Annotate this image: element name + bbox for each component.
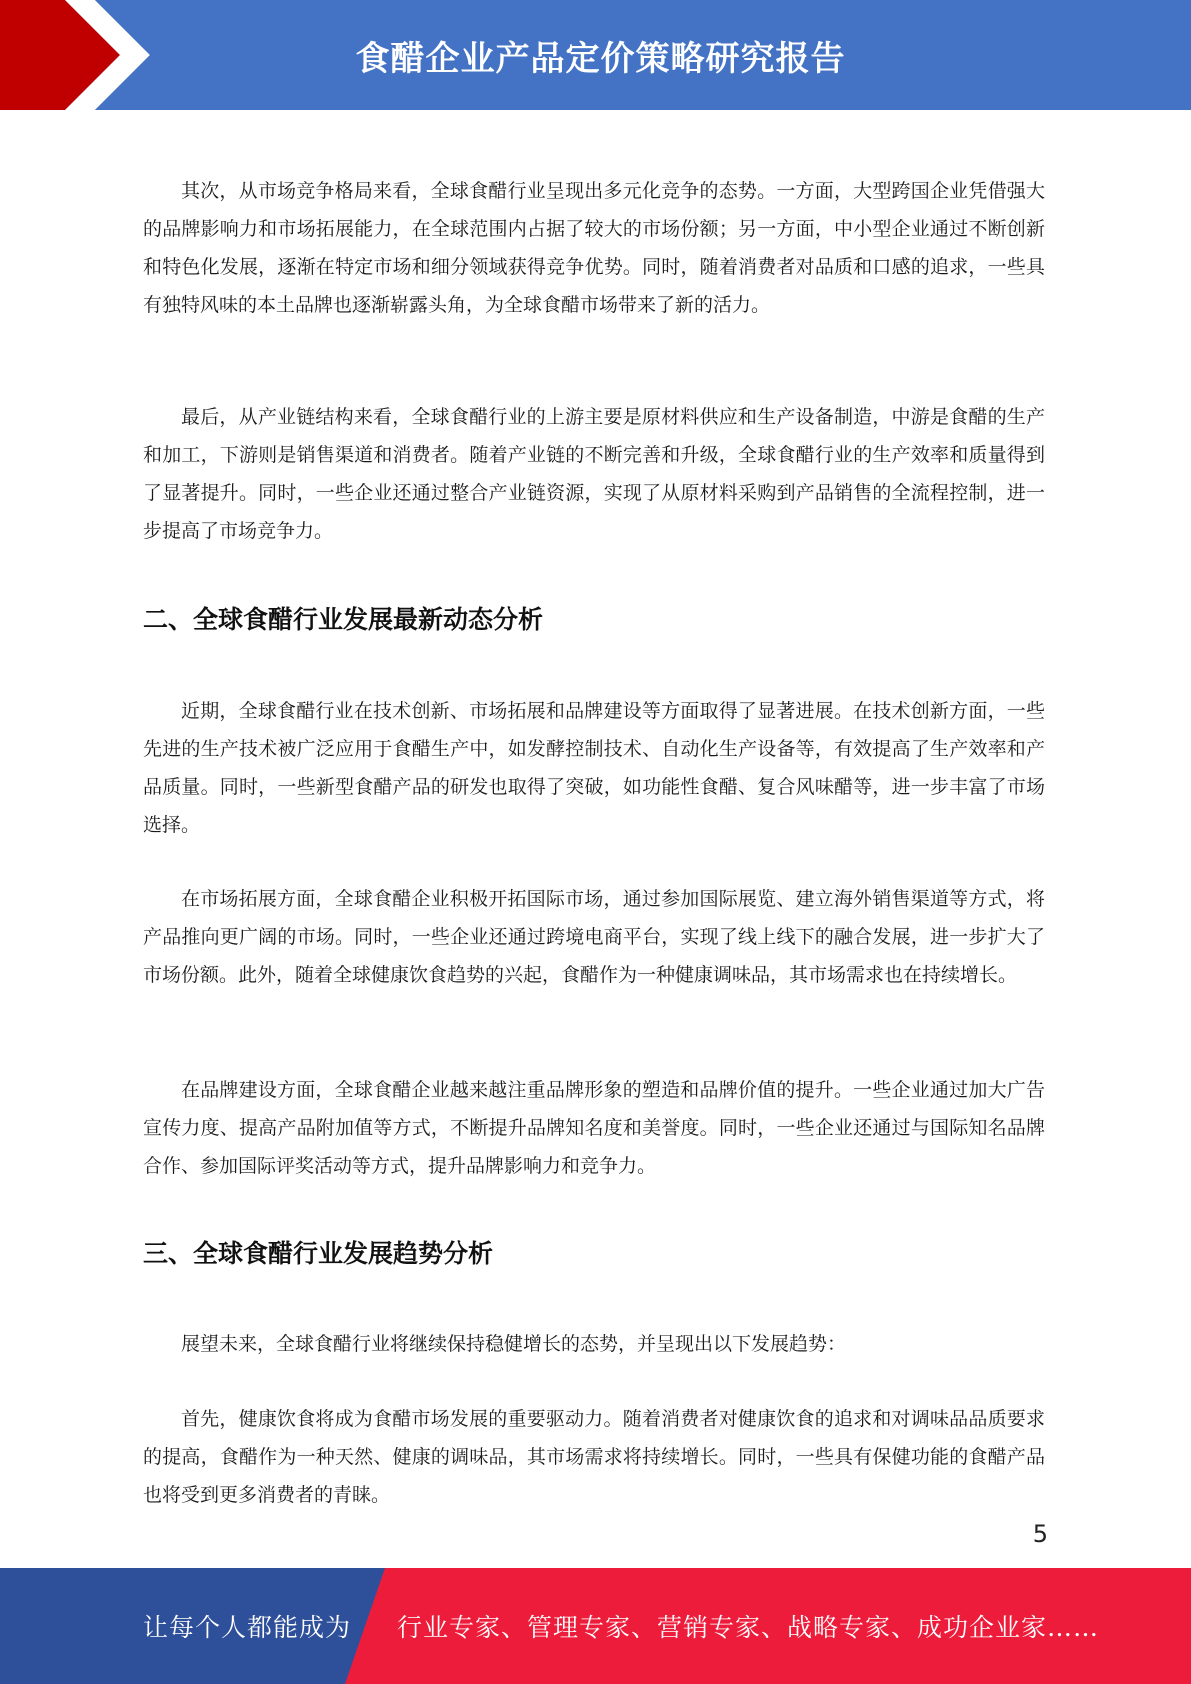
section-heading-development-trends: 三、全球食醋行业发展趋势分析 — [143, 1239, 494, 1268]
page-footer — [0, 1568, 1191, 1684]
page-number: 5 — [1032, 1520, 1048, 1548]
paragraph-market-expansion: 在市场拓展方面，全球食醋企业积极开拓国际市场，通过参加国际展览、建立海外销售渠道等方式，将产品推向更广阔的市场。同时，一些企业还通过跨境电商平台，实现了线上线下的融合发展，进一步扩大了市场份额。此外，随着全球健康饮食趋势的兴起，食醋作为一种健康调味品，其市场需求也在持续增长。 — [143, 888, 1045, 986]
paragraph-healthy-diet: 首先，健康饮食将成为食醋市场发展的重要驱动力。随着消费者对健康饮食的追求和对调味品品质要求的提高，食醋作为一种天然、健康的调味品，其市场需求将持续增长。同时，一些具有保健功能的食醋产品也将受到更多消费者的青睐。 — [143, 1408, 1045, 1506]
paragraph-brand-building: 在品牌建设方面，全球食醋企业越来越注重品牌形象的塑造和品牌价值的提升。一些企业通过加大广告宣传力度、提高产品附加值等方式，不断提升品牌知名度和美誉度。同时，一些企业还通过与国际知名品牌合作、参加国际评奖活动等方式，提升品牌影响力和竞争力。 — [143, 1079, 1045, 1177]
section-heading-latest-trends: 二、全球食醋行业发展最新动态分析 — [143, 605, 544, 634]
paragraph-competition: 其次，从市场竞争格局来看，全球食醋行业呈现出多元化竞争的态势。一方面，大型跨国企业凭借强大的品牌影响力和市场拓展能力，在全球范围内占据了较大的市场份额；另一方面，中小型企业通过不断创新和特色化发展，逐渐在特定市场和细分领域获得竞争优势。同时，随着消费者对品质和口感的追求，一些具有独特风味的本土品牌也逐渐崭露头角，为全球食醋市场带来了新的活力。 — [143, 180, 1045, 316]
footer-slogan-left: 让每个人都能成为 — [143, 1613, 352, 1642]
report-title: 食醋企业产品定价策略研究报告 — [355, 38, 846, 79]
paragraph-outlook: 展望未来，全球食醋行业将继续保持稳健增长的态势，并呈现出以下发展趋势： — [181, 1333, 847, 1355]
paragraph-recent-progress: 近期，全球食醋行业在技术创新、市场拓展和品牌建设等方面取得了显著进展。在技术创新方面，一些先进的生产技术被广泛应用于食醋生产中，如发酵控制技术、自动化生产设备等，有效提高了生产效率和产品质量。同时，一些新型食醋产品的研发也取得了突破，如功能性食醋、复合风味醋等，进一步丰富了市场选择。 — [143, 700, 1045, 836]
footer-slogan-right: 行业专家、管理专家、营销专家、战略专家、成功企业家…… — [397, 1613, 1100, 1642]
page-header — [0, 0, 1191, 110]
paragraph-industry-chain: 最后，从产业链结构来看，全球食醋行业的上游主要是原材料供应和生产设备制造，中游是食醋的生产和加工，下游则是销售渠道和消费者。随着产业链的不断完善和升级，全球食醋行业的生产效率和质量得到了显著提升。同时，一些企业还通过整合产业链资源，实现了从原材料采购到产品销售的全流程控制，进一步提高了市场竞争力。 — [143, 406, 1045, 542]
